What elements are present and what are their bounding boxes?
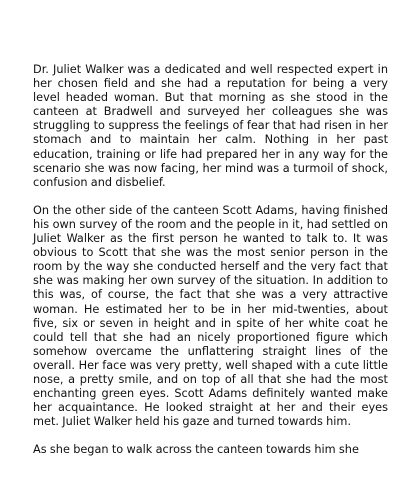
paragraph-1: Dr. Juliet Walker was a dedicated and well respected expert in her chosen field and she had a reputation for being a very level headed woman. But that morning as she stood in the canteen at Bradwell and surveyed her colleagues she was struggling to suppress the feelings of fear that had risen in her stomach and to maintain her calm. Nothing in her past education, training or life had prepared her in any way for the scenario she was now facing, her mind was a turmoil of shock, confusion and disbelief. xyxy=(33,63,388,189)
document-page xyxy=(33,63,388,471)
paragraph-3: As she began to walk across the canteen towards him she xyxy=(33,443,359,457)
paragraph-2: On the other side of the canteen Scott Adams, having finished his own survey of the room and the people in it, had settled on Juliet Walker as the first person he wanted to talk to. It was obvious to Scott that she was the most senior person in the room by the way she conducted herself and the very fact that she was making her own survey of the situation. In addition to this was, of course, the fact that she was a very attractive woman. He estimated her to be in her mid-twenties, about five, six or seven in height and in spite of her white coat he could tell that she had an nicely proportioned figure which somehow overcame the unflattering straight lines of the overall. Her face was very pretty, well shaped with a cute little nose, a pretty smile, and on top of all that she had the most enchanting green eyes. Scott Adams definitely wanted make her acquaintance. He looked straight at her and their eyes met. Juliet Walker held his gaze and turned towards him. xyxy=(33,203,388,429)
